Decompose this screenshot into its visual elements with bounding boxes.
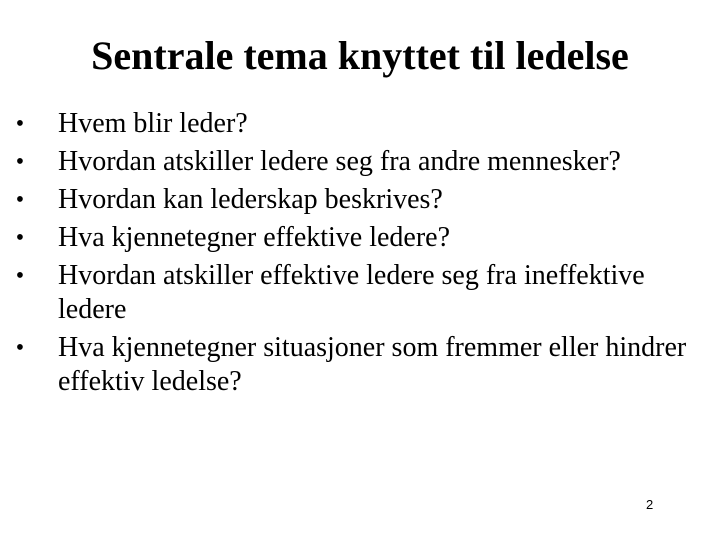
bullet-dot-icon: • (15, 263, 25, 289)
bullet-text: Hvordan atskiller ledere seg fra andre mennesker? (58, 146, 621, 177)
bullet-dot-icon: • (15, 111, 25, 137)
bullet-text: Hva kjennetegner situasjoner som fremmer eller hindrer effektiv ledelse? (58, 332, 687, 397)
bullet-text: Hva kjennetegner effektive ledere? (58, 222, 451, 253)
bullet-dot-icon: • (15, 187, 25, 213)
bullet-dot-icon: • (15, 225, 25, 251)
bullet-text: Hvem blir leder? (58, 108, 248, 139)
slide-title: Sentrale tema knyttet til ledelse (91, 33, 629, 78)
bullet-item (0, 145, 720, 179)
bullet-item (0, 221, 720, 255)
page-number: 2 (646, 497, 654, 512)
bullet-item (0, 183, 720, 217)
bullet-item (0, 259, 720, 327)
bullet-dot-icon: • (15, 335, 25, 361)
bullet-text: Hvordan atskiller effektive ledere seg fra ineffektive ledere (58, 260, 645, 325)
bullet-item (0, 331, 720, 399)
bullet-text: Hvordan kan lederskap beskrives? (58, 184, 443, 215)
bullet-item (0, 107, 720, 141)
bullet-list (0, 107, 720, 403)
bullet-dot-icon: • (15, 149, 25, 175)
